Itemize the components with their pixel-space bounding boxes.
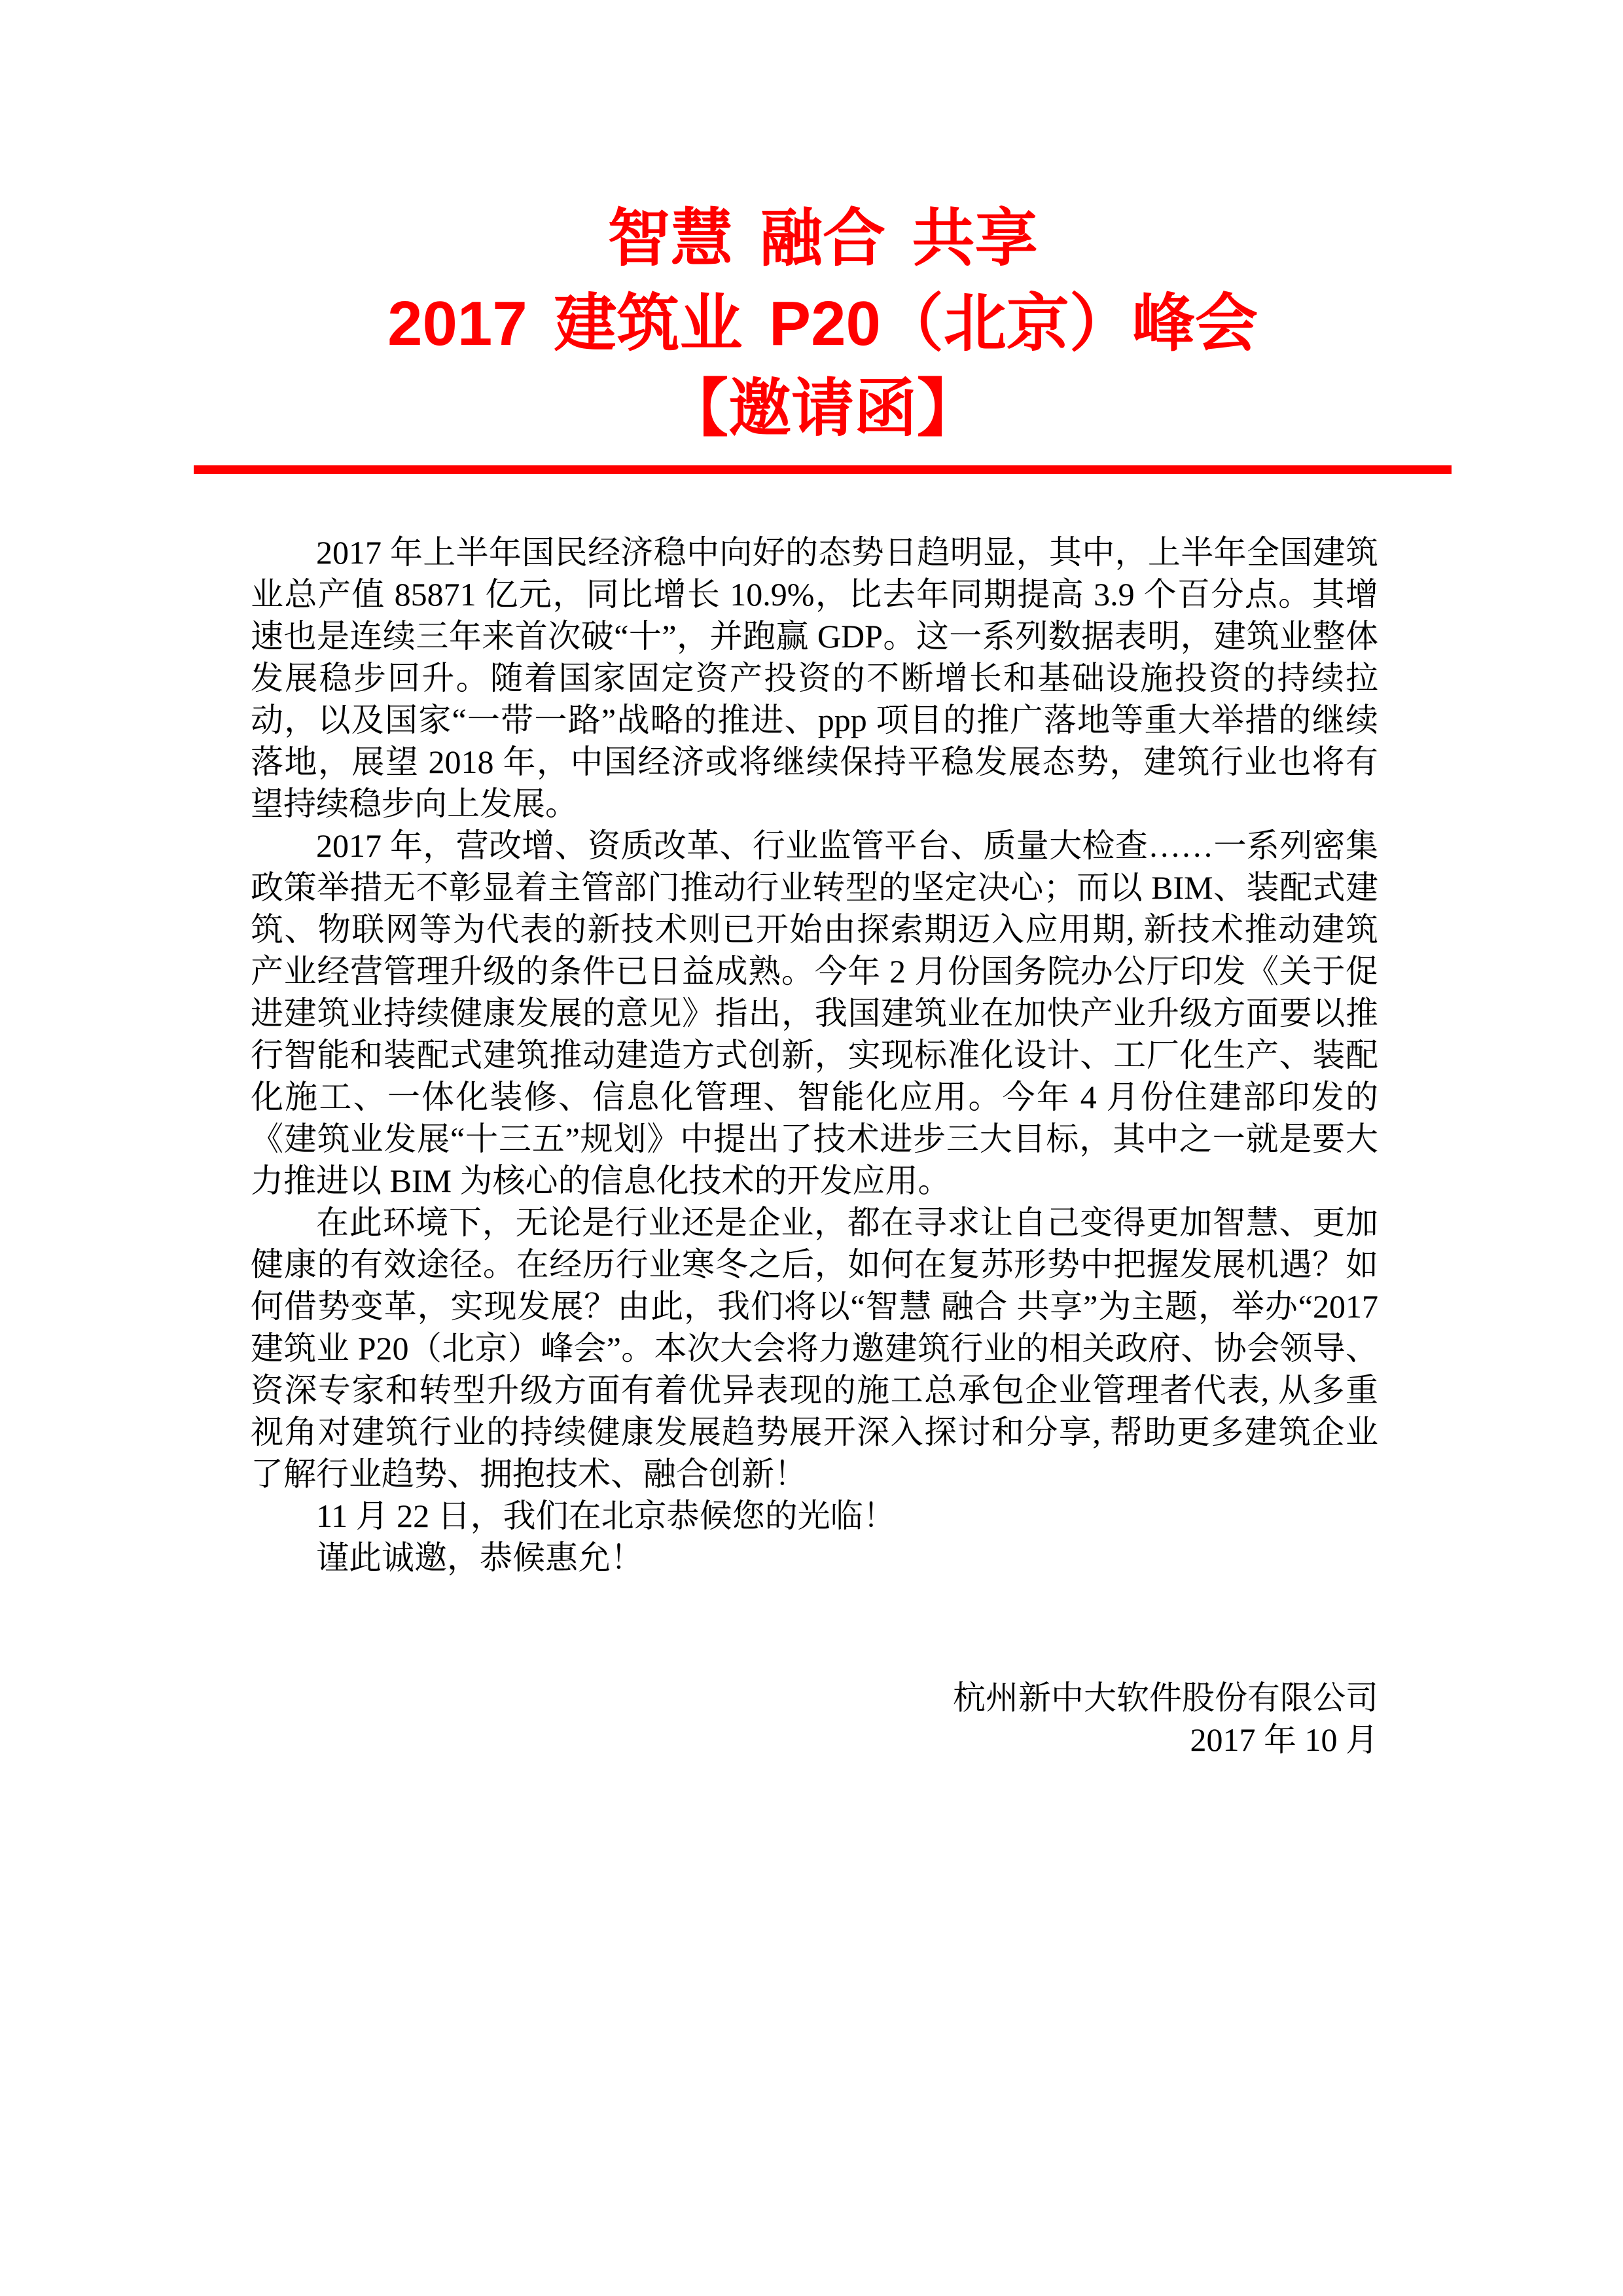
body-paragraph-4: 11 月 22 日，我们在北京恭候您的光临！ — [316, 1498, 896, 1534]
body-paragraph-3: 在此环境下，无论是行业还是企业，都在寻求让自己变得更加智慧、更加健康的有效途径。在经历行业寒冬之后，如何在复苏形势中把握发展机遇？如何借势变革，实现发展？由此，我们将以“智慧 融合 共享”为主题，举办“2017 建筑业 P20（北京）峰会”。本次大会将力邀建筑行业的相关政府、协会领导、资深专家和转型升级方面有着优异表现的施工总承包企业管理者代表, 从多重视角对建筑行业的持续健康发展趋势展开深入探讨和分享, 帮助更多建筑企业了解行业趋势、拥抱技术、融合创新！ — [251, 1204, 1378, 1492]
signature-block — [251, 1677, 1378, 1761]
document-body — [251, 531, 1378, 1761]
body-paragraph-5: 谨此诚邀，恭候惠允！ — [316, 1539, 643, 1576]
title-slogan: 智慧 融合 共享 — [607, 204, 1038, 274]
signature-company: 杭州新中大软件股份有限公司 — [953, 1679, 1378, 1716]
title-event-name: 2017 建筑业 P20（北京）峰会 — [387, 289, 1258, 359]
body-paragraph-2: 2017 年，营改增、资质改革、行业监管平台、质量大检查……一系列密集政策举措无不彰显着主管部门推动行业转型的坚定决心；而以 BIM、装配式建筑、物联网等为代表的新技术则已开始由探索期迈入应用期, 新技术推动建筑产业经营管理升级的条件已日益成熟。今年 2 月份国务院办公厅印发《关于促进建筑业持续健康发展的意见》指出，我国建筑业在加快产业升级方面要以推行智能和装配式建筑推动建造方式创新，实现标准化设计、工厂化生产、装配化施工、一体化装修、信息化管理、智能化应用。今年 4 月份住建部印发的《建筑业发展“十三五”规划》中提出了技术进步三大目标，其中之一就是要大力推进以 BIM 为核心的信息化技术的开发应用。 — [251, 827, 1378, 1199]
signature-date: 2017 年 10 月 — [1190, 1721, 1378, 1758]
red-divider-rule — [194, 465, 1452, 474]
document-header — [194, 196, 1452, 452]
title-invitation-label: 【邀请函】 — [666, 374, 980, 444]
body-paragraph-1: 2017 年上半年国民经济稳中向好的态势日趋明显，其中，上半年全国建筑业总产值 85871 亿元，同比增长 10.9%，比去年同期提高 3.9 个百分点。其增速也是连续三年来首次破“十”，并跑赢 GDP。这一系列数据表明，建筑业整体发展稳步回升。随着国家固定资产投资的不断增长和基础设施投资的持续拉动，以及国家“一带一路”战略的推进、ppp 项目的推广落地等重大举措的继续落地，展望 2018 年，中国经济或将继续保持平稳发展态势，建筑行业也将有望持续稳步向上发展。 — [251, 534, 1378, 822]
